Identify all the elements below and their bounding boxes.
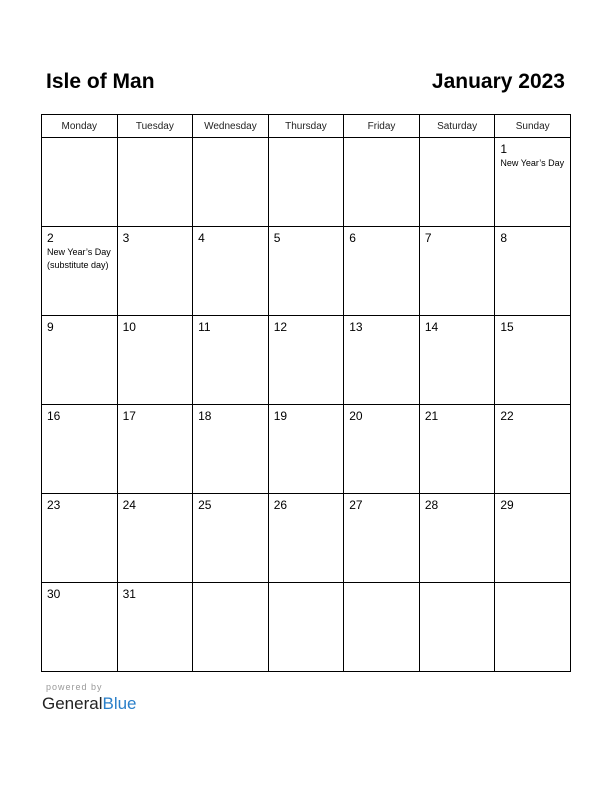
day-number: 19 — [273, 409, 288, 423]
day-cell — [42, 494, 118, 583]
day-number: 6 — [349, 231, 356, 245]
weekday-header: Sunday — [495, 115, 571, 138]
day-cell — [42, 405, 118, 494]
week-row — [42, 405, 571, 494]
week-row — [42, 494, 571, 583]
day-number: 24 — [122, 498, 136, 512]
week-row — [42, 227, 571, 316]
day-cell — [268, 316, 344, 405]
weekday-header: Saturday — [419, 115, 495, 138]
day-cell — [193, 316, 269, 405]
day-number: 11 — [198, 320, 211, 334]
weekday-header: Monday — [42, 115, 118, 138]
day-number: 28 — [424, 498, 439, 512]
day-cell — [495, 405, 571, 494]
day-cell — [344, 583, 420, 672]
brand-logo[interactable] — [42, 694, 137, 714]
day-number: 10 — [122, 320, 136, 334]
day-cell — [268, 494, 344, 583]
day-cell — [419, 138, 495, 227]
brand-logo-part2: Blue — [102, 694, 137, 713]
day-number: 23 — [47, 498, 61, 512]
day-cell — [268, 583, 344, 672]
day-cell — [268, 405, 344, 494]
day-number: 7 — [424, 231, 432, 245]
country-title: Isle of Man — [46, 70, 155, 93]
day-number: 31 — [122, 587, 136, 601]
day-number: 15 — [500, 320, 514, 334]
day-number: 22 — [500, 409, 514, 423]
day-number: 9 — [47, 320, 54, 334]
day-cell — [42, 227, 118, 316]
brand-logo-part1: General — [42, 694, 103, 713]
day-number: 21 — [424, 409, 439, 423]
day-number: 5 — [273, 231, 281, 245]
day-cell — [495, 316, 571, 405]
day-cell — [193, 405, 269, 494]
day-cell — [42, 583, 118, 672]
day-cell — [268, 227, 344, 316]
calendar-grid — [41, 114, 571, 672]
day-number: 16 — [47, 409, 61, 423]
week-row — [42, 583, 571, 672]
day-number: 8 — [500, 231, 508, 245]
powered-by-text: powered by — [46, 682, 103, 692]
day-cell — [344, 316, 420, 405]
day-number: 12 — [273, 320, 288, 334]
day-cell — [117, 494, 193, 583]
day-cell — [495, 227, 571, 316]
weekday-header: Friday — [344, 115, 420, 138]
day-number: 1 — [500, 142, 508, 156]
day-cell — [495, 494, 571, 583]
holiday-label: New Year’s Day (substitute day) — [47, 247, 111, 270]
day-cell — [344, 494, 420, 583]
day-number: 18 — [198, 409, 212, 423]
day-cell — [117, 316, 193, 405]
week-row — [42, 316, 571, 405]
holiday-label: New Year’s Day — [500, 158, 565, 168]
day-number: 25 — [198, 498, 212, 512]
weekday-header: Thursday — [268, 115, 344, 138]
day-number: 17 — [122, 409, 136, 423]
day-cell — [344, 138, 420, 227]
day-number: 30 — [47, 587, 61, 601]
day-number: 14 — [424, 320, 439, 334]
day-cell — [344, 227, 420, 316]
day-cell — [344, 405, 420, 494]
day-cell — [268, 138, 344, 227]
day-cell — [193, 138, 269, 227]
day-cell — [419, 227, 495, 316]
day-cell — [419, 583, 495, 672]
day-number: 2 — [47, 231, 54, 245]
day-cell — [42, 316, 118, 405]
day-cell — [193, 494, 269, 583]
day-number: 26 — [273, 498, 288, 512]
day-cell — [117, 405, 193, 494]
day-cell — [495, 583, 571, 672]
weekday-header: Wednesday — [193, 115, 269, 138]
day-cell — [419, 494, 495, 583]
week-row — [42, 138, 571, 227]
day-number: 4 — [198, 231, 205, 245]
day-number: 29 — [500, 498, 514, 512]
day-number: 27 — [349, 498, 363, 512]
day-cell — [42, 138, 118, 227]
day-cell — [193, 227, 269, 316]
day-cell — [419, 316, 495, 405]
day-cell — [117, 227, 193, 316]
day-number: 20 — [349, 409, 363, 423]
day-cell — [419, 405, 495, 494]
day-cell — [117, 138, 193, 227]
day-number: 13 — [349, 320, 363, 334]
day-number: 3 — [122, 231, 130, 245]
day-cell — [495, 138, 571, 227]
weekday-header: Tuesday — [117, 115, 193, 138]
month-title: January 2023 — [431, 70, 565, 93]
day-cell — [193, 583, 269, 672]
day-cell — [117, 583, 193, 672]
weekday-header-row — [42, 115, 571, 138]
